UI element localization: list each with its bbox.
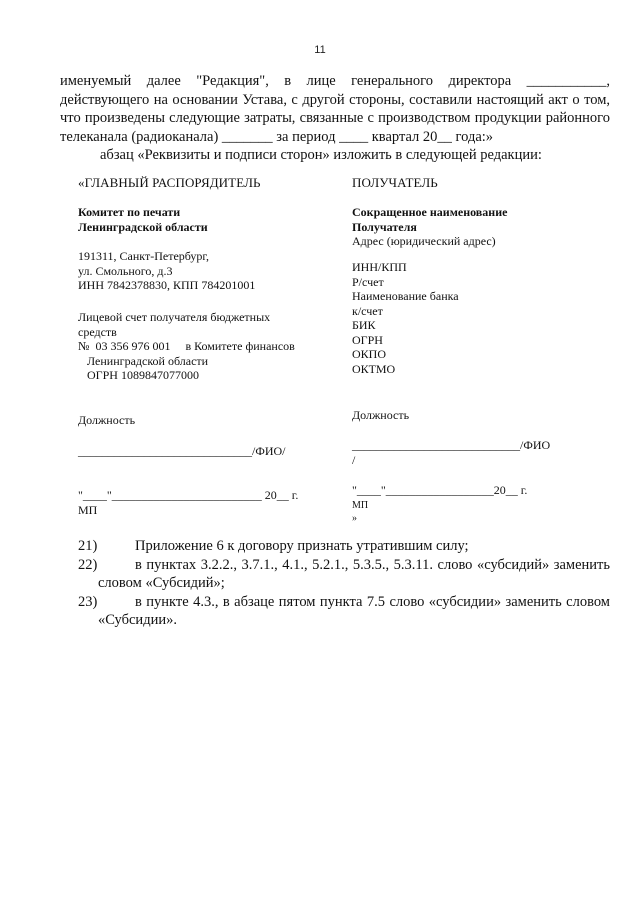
list-item xyxy=(78,537,610,556)
right-date-line: "____"__________________20__ г. xyxy=(352,483,528,497)
recipient-short-name: Сокращенное наименование Получателя xyxy=(352,205,508,234)
item-number: 22) xyxy=(78,556,98,573)
right-position-label: Должность xyxy=(352,408,410,422)
left-signature-line: _____________________________/ФИО/ xyxy=(78,444,286,458)
recipient-address-label: Адрес (юридический адрес) xyxy=(352,234,496,248)
intro-paragraph xyxy=(60,72,610,165)
item-text: в пункте 4.3., в абзаце пятом пункта 7.5 слово «субсидии» заменить словом «Субсидии». xyxy=(98,593,610,628)
details-instruction: абзац «Реквизиты и подписи сторон» изложить в следующей редакции: xyxy=(100,147,542,163)
recipient-bank-details: ИНН/КПП Р/счет Наименование банка к/счет БИК ОГРН ОКПО ОКТМО xyxy=(352,260,459,376)
amendment-list xyxy=(78,537,610,630)
main-administrator-heading: «ГЛАВНЫЙ РАСПОРЯДИТЕЛЬ xyxy=(78,175,261,190)
item-text: в пунктах 3.2.2., 3.7.1., 4.1., 5.2.1., 5.3.5., 5.3.11. слово «субсидий» заменить словом «Субсидий»; xyxy=(98,556,610,591)
recipient-heading: ПОЛУЧАТЕЛЬ xyxy=(352,175,438,190)
item-text: Приложение 6 к договору признать утратившим силу; xyxy=(135,538,469,554)
committee-account: Лицевой счет получателя бюджетных средств № 03 356 976 001 в Комитете финансов Ленинградской области ОГРН 1089847077000 xyxy=(78,310,295,382)
right-signature-line: ____________________________/ФИО / xyxy=(352,438,551,467)
list-item xyxy=(78,556,610,593)
left-date-line: "____"_________________________ 20__ г. xyxy=(78,488,299,502)
left-position-label: Должность xyxy=(78,413,136,427)
committee-address: 191311, Санкт-Петербург, ул. Смольного, д.3 ИНН 7842378830, КПП 784201001 xyxy=(78,249,256,292)
item-number: 21) xyxy=(78,538,98,554)
left-stamp: МП xyxy=(78,503,98,517)
item-number: 23) xyxy=(78,593,98,610)
intro-text: именуемый далее "Редакция", в лице генерального директора ___________, действующего на основании Устава, с другой стороны, составили настоящий акт о том, что произведены следующие затраты, связанные с производством продукции районного телеканала (радиоканала) _______ за период ____ квартал 20__ года:» xyxy=(60,73,610,145)
page-number: 11 xyxy=(314,44,326,56)
list-item xyxy=(78,593,610,630)
right-stamp: МП » xyxy=(352,500,369,524)
committee-name: Комитет по печати Ленинградской области xyxy=(78,205,208,234)
